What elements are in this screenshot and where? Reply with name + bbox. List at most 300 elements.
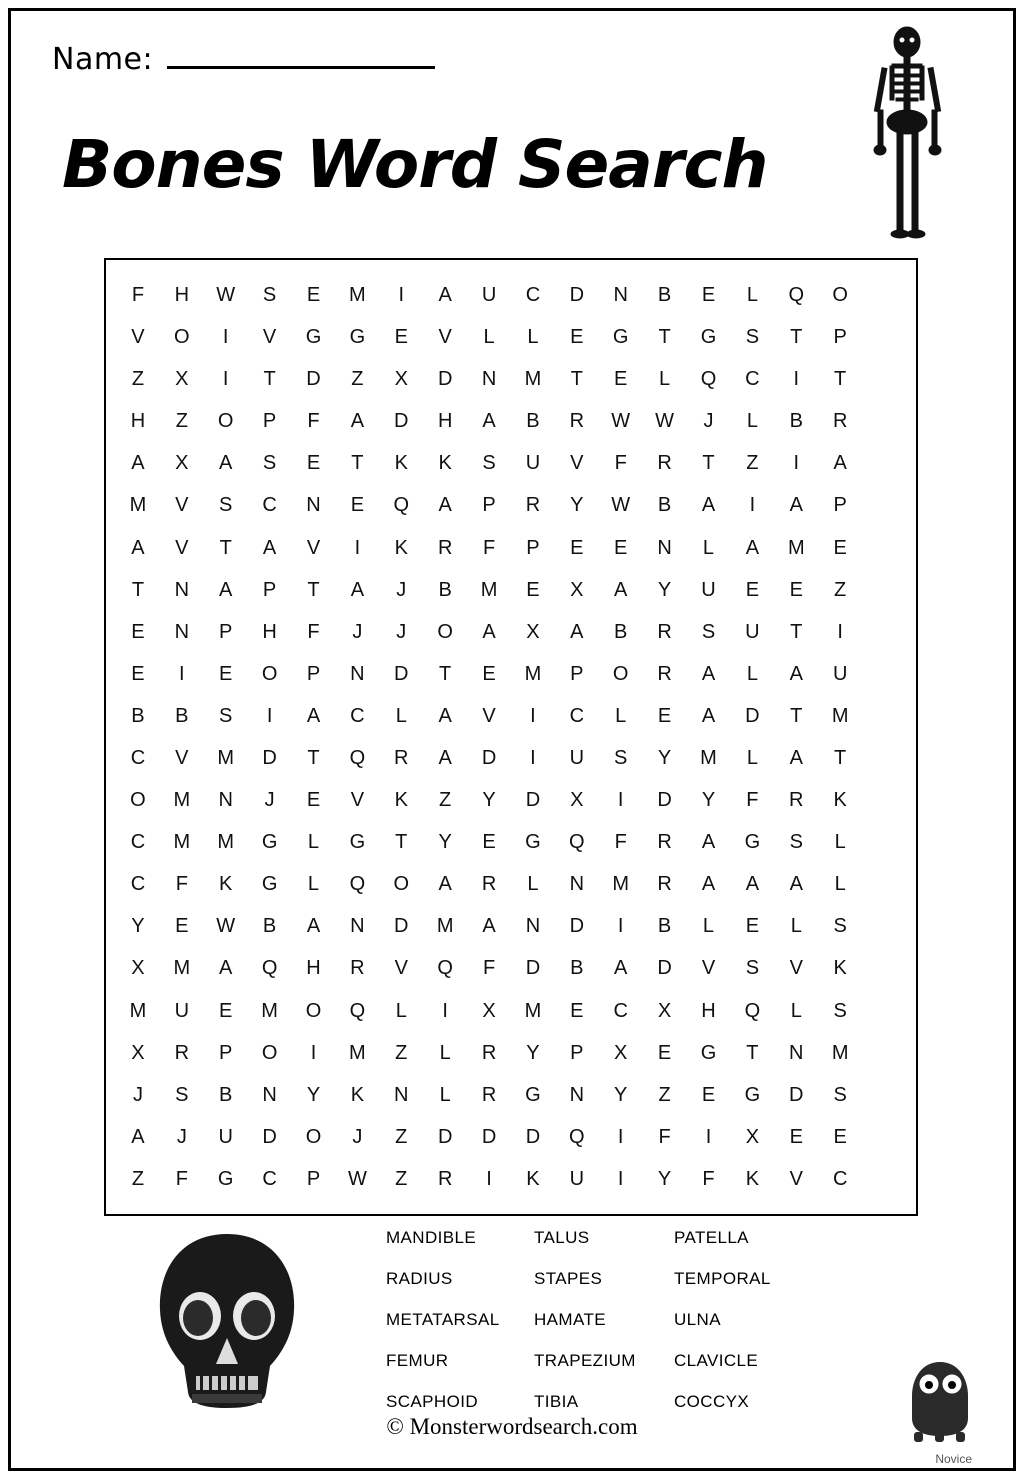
grid-cell[interactable]: J — [352, 620, 363, 643]
grid-cell[interactable]: A — [438, 873, 452, 896]
grid-cell[interactable]: D — [525, 1125, 541, 1148]
grid-cell[interactable]: D — [437, 368, 453, 391]
grid-cell[interactable]: G — [305, 326, 322, 349]
grid-cell[interactable]: G — [612, 326, 629, 349]
grid-cell[interactable]: O — [174, 326, 190, 349]
grid-cell[interactable]: E — [219, 662, 233, 685]
grid-cell[interactable]: R — [657, 452, 672, 475]
grid-cell[interactable]: U — [174, 999, 190, 1022]
grid-cell[interactable]: A — [482, 410, 496, 433]
grid-cell[interactable]: Q — [744, 999, 761, 1022]
grid-cell[interactable]: Z — [395, 1041, 408, 1064]
grid-cell[interactable]: D — [525, 957, 541, 980]
grid-cell[interactable]: J — [396, 578, 407, 601]
grid-cell[interactable]: L — [395, 704, 407, 727]
grid-cell[interactable]: N — [481, 368, 497, 391]
grid-cell[interactable]: A — [219, 957, 233, 980]
grid-cell[interactable]: W — [216, 284, 236, 307]
grid-cell[interactable]: Y — [570, 494, 584, 517]
grid-cell[interactable]: I — [179, 662, 185, 685]
grid-cell[interactable]: T — [395, 831, 408, 854]
grid-cell[interactable]: R — [350, 957, 365, 980]
grid-cell[interactable]: M — [480, 578, 498, 601]
grid-cell[interactable]: R — [437, 1167, 453, 1190]
grid-cell[interactable]: M — [612, 873, 630, 896]
grid-cell[interactable]: W — [347, 1167, 367, 1190]
grid-cell[interactable]: Q — [788, 284, 805, 307]
grid-cell[interactable]: A — [745, 536, 760, 559]
grid-cell[interactable]: N — [525, 915, 541, 938]
grid-cell[interactable]: Q — [261, 957, 278, 980]
grid-cell[interactable]: P — [570, 1041, 584, 1064]
grid-cell[interactable]: U — [745, 620, 760, 643]
grid-cell[interactable]: I — [354, 536, 361, 559]
grid-cell[interactable]: I — [837, 620, 843, 643]
grid-cell[interactable]: Z — [131, 368, 145, 391]
grid-cell[interactable]: Y — [526, 1041, 540, 1064]
grid-cell[interactable]: V — [789, 957, 803, 980]
grid-cell[interactable]: I — [617, 1167, 624, 1190]
grid-cell[interactable]: X — [745, 1125, 760, 1148]
grid-cell[interactable]: Y — [482, 789, 496, 812]
grid-cell[interactable]: P — [833, 326, 847, 349]
grid-cell[interactable]: A — [789, 494, 803, 517]
grid-cell[interactable]: I — [486, 1167, 492, 1190]
grid-cell[interactable]: N — [569, 1083, 585, 1106]
grid-cell[interactable]: Q — [437, 957, 453, 980]
grid-cell[interactable]: T — [790, 620, 803, 643]
grid-cell[interactable]: M — [129, 999, 147, 1022]
grid-cell[interactable]: S — [833, 915, 847, 938]
grid-cell[interactable]: D — [394, 662, 409, 685]
grid-cell[interactable]: D — [306, 368, 321, 391]
grid-cell[interactable]: B — [657, 494, 672, 517]
grid-cell[interactable]: S — [789, 831, 803, 854]
grid-cell[interactable]: O — [261, 662, 278, 685]
grid-cell[interactable]: O — [261, 1041, 278, 1064]
grid-cell[interactable]: S — [262, 452, 277, 475]
grid-cell[interactable]: P — [833, 494, 847, 517]
grid-cell[interactable]: I — [442, 999, 448, 1022]
grid-cell[interactable]: B — [262, 915, 277, 938]
grid-cell[interactable]: A — [789, 747, 803, 770]
grid-cell[interactable]: R — [481, 873, 497, 896]
grid-cell[interactable]: F — [482, 536, 496, 559]
grid-cell[interactable]: I — [266, 704, 273, 727]
grid-cell[interactable]: H — [437, 410, 453, 433]
grid-cell[interactable]: E — [350, 494, 365, 517]
grid-cell[interactable]: G — [744, 831, 761, 854]
grid-cell[interactable]: G — [525, 831, 541, 854]
grid-cell[interactable]: L — [527, 873, 539, 896]
grid-cell[interactable]: C — [130, 747, 146, 770]
grid-cell[interactable]: L — [746, 662, 758, 685]
grid-cell[interactable]: A — [614, 578, 628, 601]
grid-cell[interactable]: L — [527, 326, 539, 349]
grid-cell[interactable]: N — [218, 789, 233, 812]
grid-cell[interactable]: W — [655, 410, 675, 433]
grid-cell[interactable]: E — [131, 620, 145, 643]
grid-cell[interactable]: P — [570, 662, 584, 685]
grid-cell[interactable]: F — [702, 1167, 715, 1190]
grid-cell[interactable]: H — [306, 957, 321, 980]
grid-cell[interactable]: R — [657, 831, 672, 854]
grid-cell[interactable]: A — [789, 873, 803, 896]
grid-cell[interactable]: O — [217, 410, 234, 433]
grid-cell[interactable]: L — [746, 747, 758, 770]
grid-cell[interactable]: E — [701, 1083, 716, 1106]
grid-cell[interactable]: H — [174, 284, 190, 307]
grid-cell[interactable]: P — [526, 536, 540, 559]
grid-cell[interactable]: T — [790, 326, 803, 349]
grid-cell[interactable]: R — [437, 536, 453, 559]
grid-cell[interactable]: H — [701, 999, 716, 1022]
grid-cell[interactable]: D — [789, 1083, 804, 1106]
grid-cell[interactable]: B — [614, 620, 628, 643]
grid-cell[interactable]: R — [525, 494, 541, 517]
grid-cell[interactable]: E — [306, 284, 321, 307]
grid-cell[interactable]: W — [611, 410, 631, 433]
grid-cell[interactable]: E — [657, 704, 672, 727]
grid-cell[interactable]: P — [306, 662, 321, 685]
grid-cell[interactable]: K — [438, 452, 452, 475]
grid-cell[interactable]: Y — [131, 915, 145, 938]
grid-cell[interactable]: M — [217, 747, 235, 770]
grid-cell[interactable]: D — [657, 957, 672, 980]
grid-cell[interactable]: Z — [834, 578, 847, 601]
grid-cell[interactable]: G — [261, 873, 278, 896]
grid-cell[interactable]: E — [570, 999, 584, 1022]
grid-cell[interactable]: K — [833, 957, 847, 980]
grid-cell[interactable]: D — [569, 284, 585, 307]
grid-cell[interactable]: K — [833, 789, 847, 812]
grid-cell[interactable]: A — [482, 915, 496, 938]
grid-cell[interactable]: L — [395, 999, 407, 1022]
grid-cell[interactable]: M — [524, 368, 542, 391]
grid-cell[interactable]: D — [262, 1125, 277, 1148]
grid-cell[interactable]: R — [832, 410, 848, 433]
grid-cell[interactable]: C — [569, 704, 585, 727]
grid-cell[interactable]: S — [219, 494, 233, 517]
grid-cell[interactable]: C — [130, 873, 146, 896]
grid-cell[interactable]: E — [745, 578, 760, 601]
grid-cell[interactable]: G — [744, 1083, 761, 1106]
grid-cell[interactable]: S — [701, 620, 716, 643]
grid-cell[interactable]: R — [657, 662, 672, 685]
grid-cell[interactable]: E — [833, 536, 847, 559]
grid-cell[interactable]: L — [790, 999, 802, 1022]
grid-cell[interactable]: B — [438, 578, 452, 601]
grid-cell[interactable]: I — [222, 368, 229, 391]
grid-cell[interactable]: C — [745, 368, 760, 391]
grid-cell[interactable]: X — [175, 452, 189, 475]
grid-cell[interactable]: C — [262, 494, 277, 517]
grid-cell[interactable]: T — [263, 368, 276, 391]
grid-cell[interactable]: A — [350, 410, 365, 433]
grid-cell[interactable]: T — [834, 368, 847, 391]
grid-cell[interactable]: F — [614, 831, 627, 854]
grid-cell[interactable]: T — [702, 452, 715, 475]
grid-cell[interactable]: L — [702, 536, 715, 559]
grid-cell[interactable]: F — [131, 284, 145, 307]
grid-cell[interactable]: E — [219, 999, 233, 1022]
grid-cell[interactable]: V — [131, 326, 145, 349]
grid-cell[interactable]: I — [705, 1125, 712, 1148]
grid-cell[interactable]: F — [175, 873, 188, 896]
grid-cell[interactable]: S — [219, 704, 233, 727]
grid-cell[interactable]: A — [789, 662, 803, 685]
grid-cell[interactable]: J — [396, 620, 407, 643]
grid-cell[interactable]: D — [262, 747, 277, 770]
grid-cell[interactable]: D — [394, 915, 409, 938]
grid-cell[interactable]: E — [789, 578, 803, 601]
grid-cell[interactable]: R — [657, 620, 672, 643]
grid-cell[interactable]: M — [831, 704, 849, 727]
grid-cell[interactable]: F — [482, 957, 496, 980]
name-input-line[interactable] — [167, 44, 435, 69]
grid-cell[interactable]: H — [130, 410, 146, 433]
grid-cell[interactable]: D — [437, 1125, 453, 1148]
grid-cell[interactable]: V — [175, 747, 189, 770]
grid-cell[interactable]: M — [349, 1041, 366, 1064]
grid-cell[interactable]: L — [702, 915, 715, 938]
grid-cell[interactable]: C — [525, 284, 541, 307]
grid-cell[interactable]: L — [659, 368, 671, 391]
grid-cell[interactable]: E — [614, 536, 628, 559]
grid-cell[interactable]: B — [526, 410, 540, 433]
grid-cell[interactable]: A — [701, 662, 716, 685]
grid-cell[interactable]: Q — [349, 873, 366, 896]
grid-cell[interactable]: U — [218, 1125, 233, 1148]
grid-cell[interactable]: E — [306, 789, 321, 812]
grid-cell[interactable]: G — [217, 1167, 234, 1190]
grid-cell[interactable]: N — [394, 1083, 409, 1106]
grid-cell[interactable]: V — [175, 494, 189, 517]
grid-cell[interactable]: N — [174, 578, 190, 601]
grid-cell[interactable]: S — [745, 957, 760, 980]
grid-cell[interactable]: G — [349, 831, 366, 854]
grid-cell[interactable]: I — [530, 704, 536, 727]
grid-cell[interactable]: L — [615, 704, 627, 727]
grid-cell[interactable]: G — [349, 326, 366, 349]
grid-cell[interactable]: A — [219, 452, 233, 475]
grid-cell[interactable]: Z — [395, 1125, 408, 1148]
grid-cell[interactable]: L — [439, 1041, 451, 1064]
grid-cell[interactable]: A — [701, 831, 716, 854]
grid-cell[interactable]: E — [701, 284, 716, 307]
grid-cell[interactable]: U — [525, 452, 541, 475]
grid-cell[interactable]: V — [350, 789, 365, 812]
grid-cell[interactable]: B — [789, 410, 803, 433]
grid-cell[interactable]: I — [222, 326, 229, 349]
grid-cell[interactable]: B — [657, 915, 672, 938]
grid-cell[interactable]: A — [219, 578, 233, 601]
grid-cell[interactable]: Q — [393, 494, 410, 517]
grid-cell[interactable]: J — [352, 1125, 363, 1148]
grid-cell[interactable]: K — [394, 452, 408, 475]
grid-cell[interactable]: M — [129, 494, 147, 517]
grid-cell[interactable]: I — [398, 284, 405, 307]
grid-cell[interactable]: E — [833, 1125, 847, 1148]
grid-cell[interactable]: A — [438, 704, 452, 727]
grid-cell[interactable]: F — [175, 1167, 188, 1190]
grid-cell[interactable]: Z — [658, 1083, 671, 1106]
grid-cell[interactable]: L — [307, 873, 320, 896]
grid-cell[interactable]: V — [570, 452, 584, 475]
grid-cell[interactable]: R — [481, 1041, 497, 1064]
grid-cell[interactable]: Z — [351, 368, 364, 391]
grid-cell[interactable]: E — [482, 662, 496, 685]
grid-cell[interactable]: J — [703, 410, 714, 433]
grid-cell[interactable]: K — [526, 1167, 540, 1190]
grid-cell[interactable]: S — [262, 284, 277, 307]
grid-cell[interactable]: L — [834, 873, 846, 896]
grid-cell[interactable]: X — [131, 1041, 145, 1064]
grid-cell[interactable]: U — [569, 747, 585, 770]
grid-cell[interactable]: M — [261, 999, 278, 1022]
grid-cell[interactable]: Y — [657, 747, 672, 770]
grid-cell[interactable]: T — [439, 662, 452, 685]
grid-cell[interactable]: N — [262, 1083, 277, 1106]
grid-cell[interactable]: Y — [657, 578, 672, 601]
grid-cell[interactable]: Z — [175, 410, 188, 433]
grid-cell[interactable]: E — [745, 915, 760, 938]
grid-cell[interactable]: I — [617, 789, 624, 812]
grid-cell[interactable]: Y — [614, 1083, 628, 1106]
grid-cell[interactable]: I — [530, 747, 536, 770]
grid-cell[interactable]: A — [262, 536, 277, 559]
grid-cell[interactable]: A — [701, 704, 716, 727]
grid-cell[interactable]: V — [262, 326, 277, 349]
grid-cell[interactable]: K — [350, 1083, 365, 1106]
grid-cell[interactable]: M — [524, 999, 542, 1022]
grid-cell[interactable]: X — [614, 1041, 628, 1064]
grid-cell[interactable]: M — [831, 1041, 849, 1064]
grid-cell[interactable]: L — [790, 915, 802, 938]
grid-cell[interactable]: A — [570, 620, 584, 643]
grid-cell[interactable]: V — [482, 704, 496, 727]
grid-cell[interactable]: D — [657, 789, 672, 812]
grid-cell[interactable]: N — [306, 494, 321, 517]
grid-cell[interactable]: T — [790, 704, 803, 727]
grid-cell[interactable]: V — [701, 957, 716, 980]
grid-cell[interactable]: P — [219, 620, 233, 643]
grid-cell[interactable]: E — [306, 452, 321, 475]
grid-cell[interactable]: R — [569, 410, 585, 433]
grid-cell[interactable]: T — [131, 578, 145, 601]
grid-cell[interactable]: R — [394, 747, 409, 770]
grid-cell[interactable]: F — [307, 620, 320, 643]
grid-cell[interactable]: M — [700, 747, 717, 770]
grid-cell[interactable]: J — [264, 789, 275, 812]
grid-cell[interactable]: O — [305, 999, 322, 1022]
grid-cell[interactable]: A — [438, 284, 452, 307]
grid-cell[interactable]: Z — [395, 1167, 408, 1190]
grid-cell[interactable]: Y — [701, 789, 716, 812]
grid-cell[interactable]: X — [131, 957, 145, 980]
grid-cell[interactable]: E — [570, 326, 584, 349]
grid-cell[interactable]: U — [701, 578, 716, 601]
grid-cell[interactable]: Y — [306, 1083, 321, 1106]
grid-cell[interactable]: A — [438, 747, 452, 770]
grid-cell[interactable]: N — [174, 620, 190, 643]
grid-cell[interactable]: O — [305, 1125, 322, 1148]
grid-cell[interactable]: B — [175, 704, 189, 727]
grid-cell[interactable]: W — [611, 494, 631, 517]
grid-cell[interactable]: T — [746, 1041, 759, 1064]
grid-cell[interactable]: C — [350, 704, 365, 727]
grid-cell[interactable]: V — [175, 536, 189, 559]
grid-cell[interactable]: K — [394, 789, 408, 812]
grid-cell[interactable]: C — [130, 831, 146, 854]
grid-cell[interactable]: A — [614, 957, 628, 980]
grid-cell[interactable]: L — [439, 1083, 451, 1106]
grid-cell[interactable]: A — [833, 452, 847, 475]
grid-cell[interactable]: G — [700, 326, 717, 349]
grid-cell[interactable]: K — [394, 536, 408, 559]
grid-cell[interactable]: E — [570, 536, 584, 559]
grid-cell[interactable]: E — [614, 368, 628, 391]
grid-cell[interactable]: T — [658, 326, 671, 349]
grid-cell[interactable]: M — [524, 662, 542, 685]
grid-cell[interactable]: W — [216, 915, 236, 938]
grid-cell[interactable]: K — [219, 873, 233, 896]
grid-cell[interactable]: F — [307, 410, 320, 433]
word-search-grid[interactable] — [104, 258, 918, 1216]
grid-cell[interactable]: U — [832, 662, 848, 685]
grid-cell[interactable]: E — [394, 326, 408, 349]
grid-cell[interactable]: X — [657, 999, 672, 1022]
grid-cell[interactable]: L — [746, 410, 758, 433]
grid-cell[interactable]: O — [130, 789, 146, 812]
grid-cell[interactable]: J — [176, 1125, 187, 1148]
grid-cell[interactable]: G — [261, 831, 278, 854]
grid-cell[interactable]: N — [657, 536, 672, 559]
grid-cell[interactable]: S — [614, 747, 628, 770]
grid-cell[interactable]: P — [262, 578, 277, 601]
grid-cell[interactable]: R — [657, 873, 672, 896]
grid-cell[interactable]: E — [526, 578, 540, 601]
grid-cell[interactable]: N — [613, 284, 628, 307]
grid-cell[interactable]: D — [569, 915, 585, 938]
grid-cell[interactable]: P — [219, 1041, 233, 1064]
grid-cell[interactable]: B — [570, 957, 584, 980]
grid-cell[interactable]: Z — [131, 1167, 145, 1190]
grid-cell[interactable]: V — [394, 957, 408, 980]
grid-cell[interactable]: T — [307, 578, 320, 601]
grid-cell[interactable]: X — [394, 368, 408, 391]
grid-cell[interactable]: S — [833, 999, 847, 1022]
grid-cell[interactable]: V — [306, 536, 321, 559]
grid-cell[interactable]: Z — [439, 789, 452, 812]
grid-cell[interactable]: S — [833, 1083, 847, 1106]
grid-cell[interactable]: F — [614, 452, 627, 475]
grid-cell[interactable]: Z — [746, 452, 759, 475]
grid-cell[interactable]: V — [789, 1167, 803, 1190]
grid-cell[interactable]: I — [617, 915, 624, 938]
grid-cell[interactable]: D — [745, 704, 760, 727]
grid-cell[interactable]: T — [351, 452, 364, 475]
grid-cell[interactable]: T — [570, 368, 583, 391]
grid-cell[interactable]: M — [436, 915, 454, 938]
grid-cell[interactable]: L — [746, 284, 758, 307]
grid-cell[interactable]: A — [701, 873, 716, 896]
grid-cell[interactable]: A — [131, 1125, 145, 1148]
grid-cell[interactable]: X — [526, 620, 540, 643]
grid-cell[interactable]: J — [132, 1083, 143, 1106]
grid-cell[interactable]: H — [262, 620, 277, 643]
grid-cell[interactable]: R — [481, 1083, 497, 1106]
